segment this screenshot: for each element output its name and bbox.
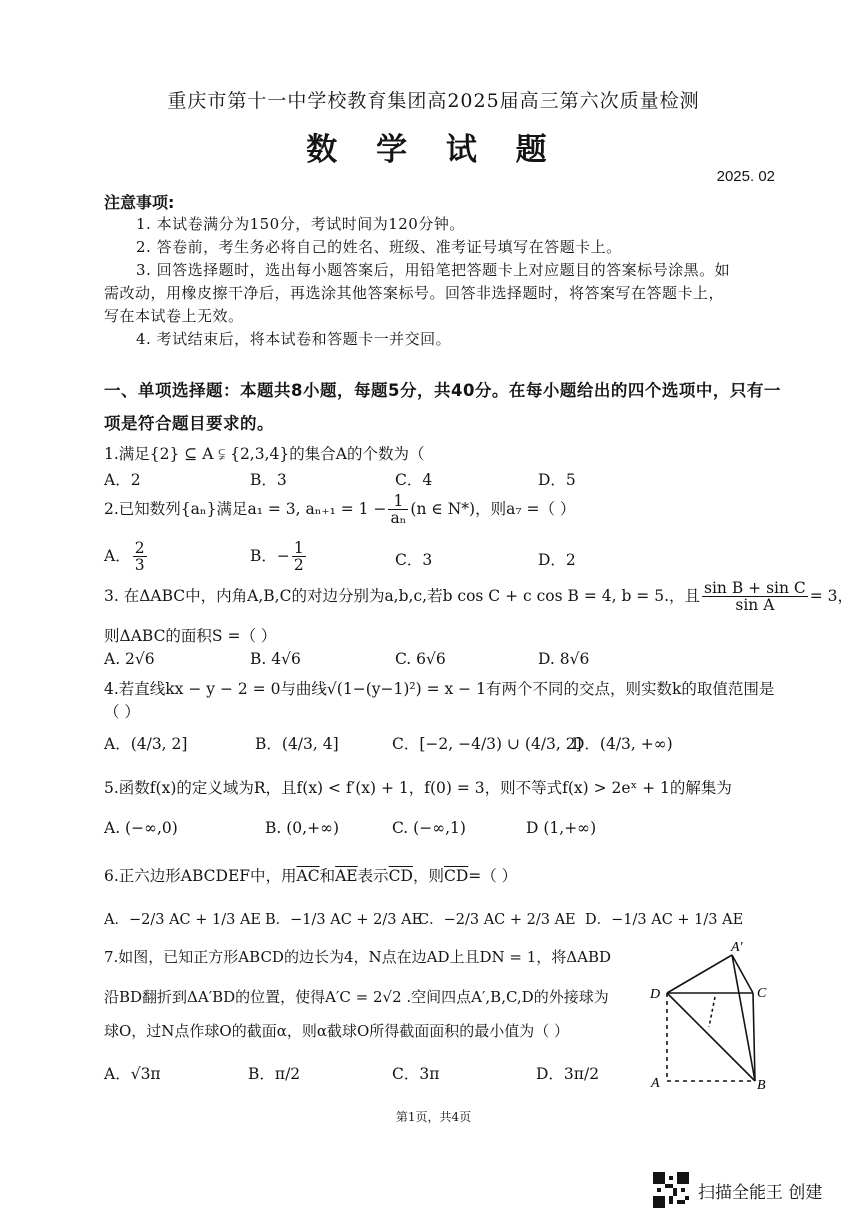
q2-option-a-num: 2	[134, 539, 145, 557]
q2-fraction	[388, 493, 408, 527]
q3-fraction	[702, 580, 808, 614]
fold-height-line	[709, 997, 715, 1027]
q5-option-b: B. (0,+∞)	[265, 819, 340, 837]
q2-option-c: C．3	[395, 551, 433, 569]
watermark-text: 扫描全能王 创建	[698, 1183, 823, 1203]
q2-option-a-den: 3	[134, 556, 145, 575]
q3-option-a: A. 2√6	[104, 650, 155, 668]
q3-fraction-den: sin A	[735, 596, 775, 615]
qr-code-icon	[653, 1172, 689, 1208]
q4-option-a: A．(4/3, 2]	[104, 735, 188, 753]
q4-option-d: D．(4/3, +∞)	[572, 735, 673, 753]
q2-stem	[104, 493, 575, 527]
q7-option-b: B．π/2	[248, 1065, 301, 1083]
q2-option-b-frac	[292, 540, 306, 574]
q2-option-b-den: 2	[293, 556, 304, 575]
q5-option-a: A. (−∞,0)	[104, 819, 178, 837]
q4-option-b: B．(4/3, 4]	[255, 735, 339, 753]
notice-item-3: 3. 回答选择题时，选出每小题答案后，用铅笔把答题卡上对应题目的答案标号涂黑。如	[136, 261, 731, 279]
notice-item-2: 2. 答卷前，考生务必将自己的姓名、班级、准考证号填写在答题卡上。	[136, 238, 622, 256]
q7-stem-line3: 球O，过N点作球O的截面α，则α截球O所得截面面积的最小值为（ ）	[104, 1022, 570, 1040]
q7-stem-line1: 7.如图，已知正方形ABCD的边长为4，N点在边AD上且DN = 1，将ΔABD	[104, 948, 611, 966]
label-a-prime: A′	[731, 940, 743, 955]
q6-vector-cd: $\overline{CD}$	[388, 867, 413, 885]
label-d: D	[650, 987, 661, 1002]
q5-option-d: D (1,+∞)	[526, 819, 597, 837]
q6-vector-ac: $\overline{AC}$	[296, 867, 320, 885]
q2-option-a-frac	[133, 540, 147, 574]
label-c: C	[757, 986, 767, 1001]
q1-option-c: C．4	[395, 471, 433, 489]
q6-stem-mid2: 表示	[357, 867, 389, 885]
q6-stem-pre: 6.正六边形ABCDEF中，用	[104, 867, 297, 885]
q2-option-a-label: A．	[104, 546, 131, 565]
q6-stem-post: =（ ）	[468, 867, 518, 885]
q6-vector-ae: $\overline{AE}$	[335, 867, 358, 885]
q7-option-a: A．√3π	[104, 1065, 161, 1083]
q3-option-d: D. 8√6	[538, 650, 590, 668]
q7-option-d: D．3π/2	[536, 1065, 600, 1083]
q7-figure	[645, 935, 785, 1095]
q4-option-c: C．[−2, −4/3) ∪ (4/3, 2]	[392, 735, 582, 753]
section-heading-line2: 项是符合题目要求的。	[104, 414, 274, 433]
q4-stem: 4.若直线kx − y − 2 = 0与曲线√(1−(y−1)²) = x − 1有两个不同的交点，则实数k的取值范围是	[104, 680, 775, 698]
label-b: B	[757, 1078, 766, 1093]
q2-option-b	[250, 540, 308, 574]
q2-option-b-num: 1	[293, 539, 304, 557]
notice-item-3-cont-1: 需改动，用橡皮擦干净后，再选涂其他答案标号。回答非选择题时，将答案写在答题卡上，	[104, 284, 725, 302]
q2-fraction-den: aₙ	[390, 509, 407, 528]
q6-option-d: D．−1/3 AC + 1/3 AE	[585, 912, 744, 928]
q7-stem-line2: 沿BD翻折到ΔA′BD的位置，使得A′C = 2√2 .空间四点A′,B,C,D的外接球为	[104, 988, 609, 1006]
school-header: 重庆市第十一中学校教育集团高2025届高三第六次质量检测	[167, 90, 700, 112]
q6-option-c: C．−2/3 AC + 2/3 AE	[418, 912, 576, 928]
q3-stem-post: = 3，	[809, 586, 854, 605]
section-heading-line1: 一、单项选择题：本题共8小题，每题5分，共40分。在每小题给出的四个选项中，只有一	[104, 381, 781, 400]
q2-option-b-label: B．−	[250, 546, 290, 565]
q2-option-d: D．2	[538, 551, 576, 569]
q7-option-c: C．3π	[392, 1065, 440, 1083]
page-title: 数 学 试 题	[306, 132, 561, 168]
q6-stem-mid1: 和	[319, 867, 336, 885]
edge-a1-d	[667, 955, 732, 993]
notice-heading: 注意事项:	[104, 193, 175, 212]
q3-stem	[104, 580, 853, 614]
q3-fraction-num: sin B + sin C	[704, 579, 806, 597]
q5-option-c: C. (−∞,1)	[392, 819, 466, 837]
q6-stem-mid3: ，则	[412, 867, 444, 885]
q5-stem: 5.函数f(x)的定义域为R，且f(x) < f′(x) + 1，f(0) = 3，则不等式f(x) > 2eˣ + 1的解集为	[104, 779, 732, 797]
q1-option-a: A．2	[104, 471, 141, 489]
q2-option-a	[104, 540, 149, 574]
exam-date: 2025. 02	[716, 168, 775, 185]
q1-option-d: D．5	[538, 471, 576, 489]
q6-stem	[104, 864, 517, 886]
q4-paren: （ ）	[104, 703, 140, 721]
page-footer: 第1页，共4页	[395, 1110, 472, 1124]
q6-option-a: A．−2/3 AC + 1/3 AE	[104, 912, 262, 928]
q3-option-b: B. 4√6	[250, 650, 301, 668]
label-a: A	[651, 1076, 660, 1091]
notice-item-4: 4. 考试结束后，将本试卷和答题卡一并交回。	[136, 330, 452, 348]
q1-option-b: B．3	[250, 471, 287, 489]
q2-fraction-num: 1	[388, 493, 408, 510]
q3-stem-pre: 3. 在ΔABC中，内角A,B,C的对边分别为a,b,c,若b cos C + c cos B = 4, b = 5.，且	[104, 586, 701, 605]
q6-option-b: B．−1/3 AC + 2/3 AE	[265, 912, 423, 928]
q1-stem: 1.满足{2} ⊆ A ⫋ {2,3,4}的集合A的个数为（	[104, 445, 425, 463]
q6-vector-cd-2: $\overline{CD}$	[443, 867, 469, 885]
q3-option-c: C. 6√6	[395, 650, 446, 668]
notice-item-1: 1. 本试卷满分为150分，考试时间为120分钟。	[136, 215, 465, 233]
q3-stem-line2: 则ΔABC的面积S =（ ）	[104, 627, 277, 645]
q2-stem-pre: 2.已知数列{aₙ}满足a₁ = 3, aₙ₊₁ = 1 −	[104, 499, 387, 518]
q2-stem-post: (n ∈ N*)，则a₇ =（ ）	[410, 499, 576, 518]
notice-item-3-cont-2: 写在本试卷上无效。	[104, 307, 244, 325]
